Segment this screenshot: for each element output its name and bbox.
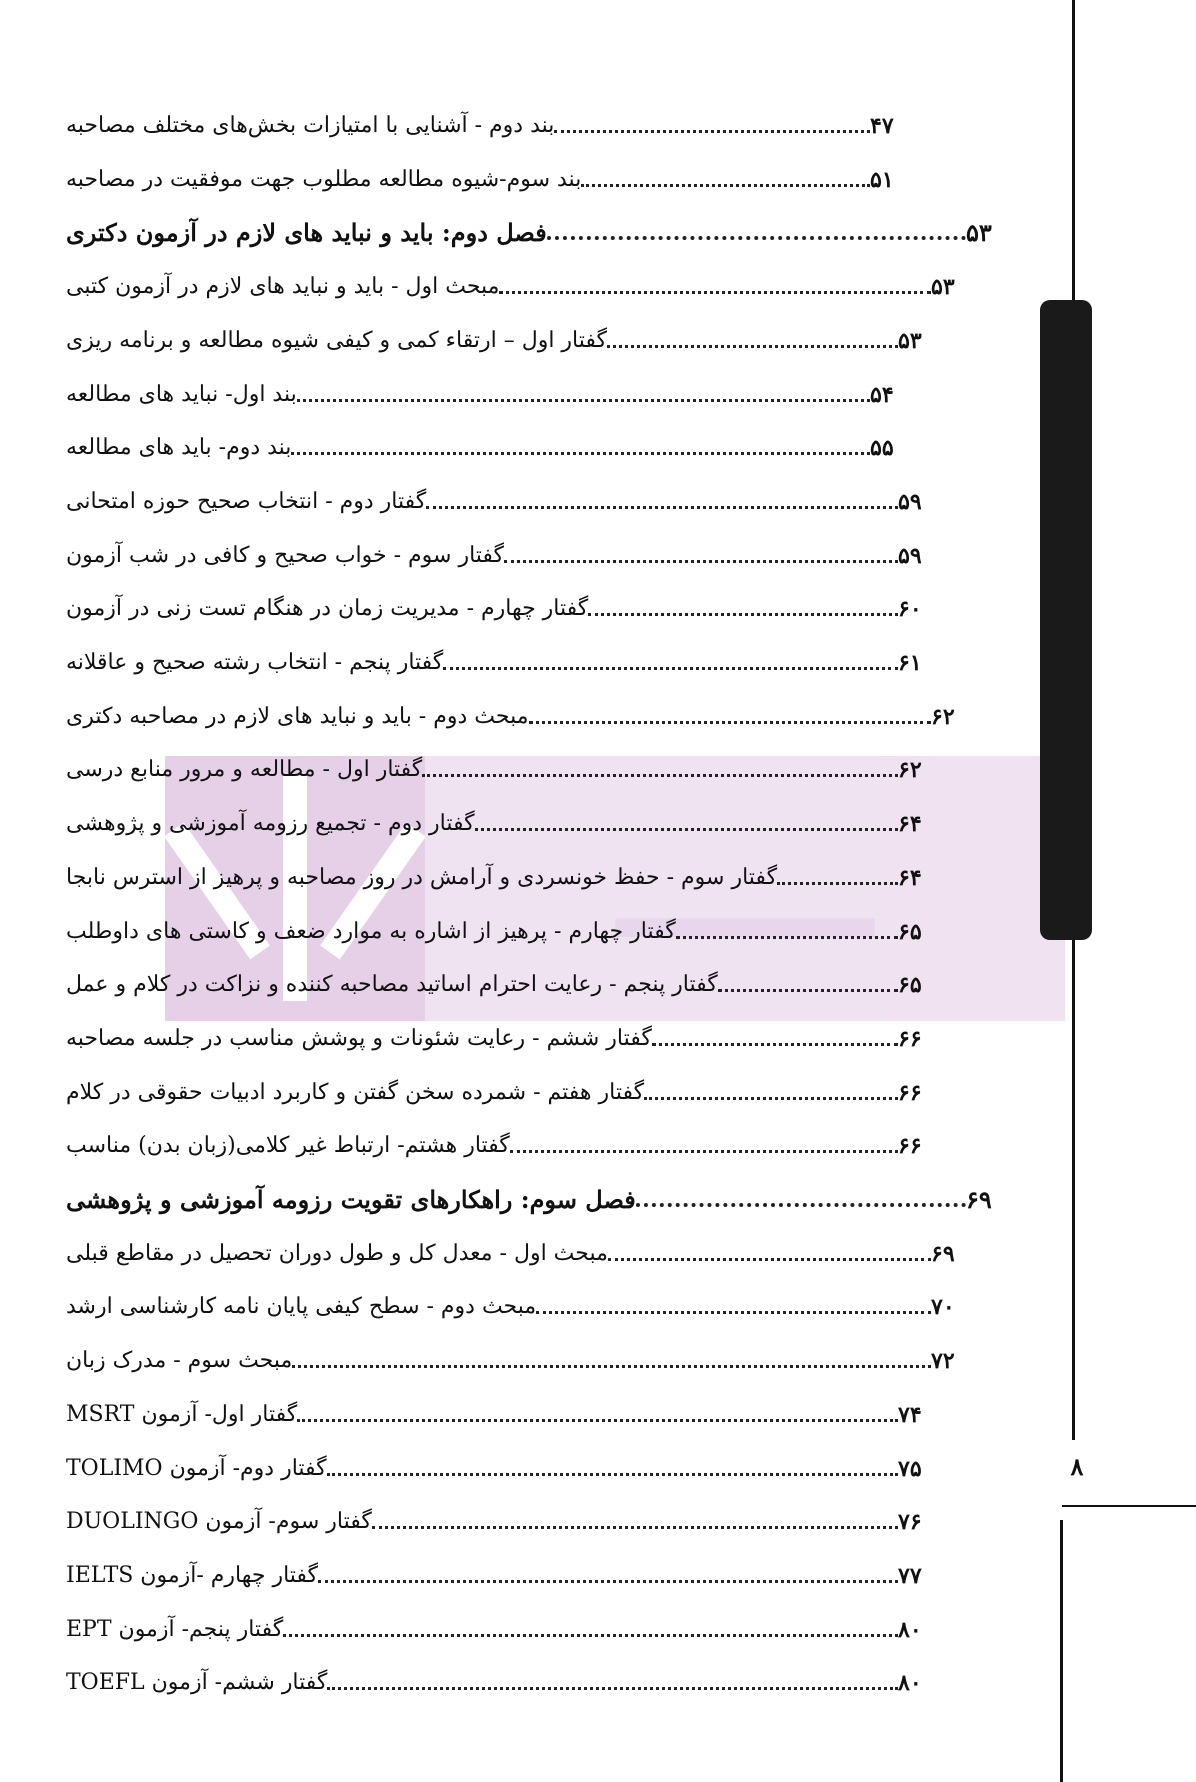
page-number: ۸ <box>1070 1452 1084 1481</box>
toc-dot-leader <box>536 1311 931 1314</box>
toc-entry-title: گفتار اول- آزمون MSRT <box>66 1401 298 1427</box>
toc-entry-page: ۶۱ <box>898 650 922 676</box>
toc-dot-leader <box>292 1365 931 1368</box>
toc-dot-leader <box>652 1043 898 1046</box>
toc-entry-title: مبحث اول - معدل کل و طول دوران تحصیل در مقاطع قبلی <box>66 1240 608 1266</box>
toc-dot-leader <box>510 1150 898 1153</box>
toc-dot-leader <box>372 1526 898 1529</box>
toc-entry-page: ۶۶ <box>898 1025 922 1052</box>
toc-entry <box>60 1552 940 1592</box>
toc-entry-page: ۵۴ <box>870 381 894 408</box>
toc-entry <box>60 854 940 894</box>
toc-entry-title: بند دوم - آشنایی با امتیازات بخش‌های مختلف مصاحبه <box>66 113 555 138</box>
toc-entry-page: ۷۰ <box>931 1294 955 1321</box>
toc-entry-title: گفتار دوم- آزمون TOLIMO <box>66 1455 327 1481</box>
toc-entry-page: ۵۳ <box>898 327 922 354</box>
toc-entry <box>60 371 912 411</box>
toc-dot-leader <box>581 184 870 187</box>
toc-dot-leader <box>676 936 898 939</box>
toc-entry-page: ۶۹ <box>966 1185 992 1214</box>
toc-entry-title: گفتار سوم - خواب صحیح و کافی در شب آزمون <box>66 542 505 568</box>
toc-dot-leader <box>529 721 932 724</box>
toc-entry-page: ۸۰ <box>898 1670 922 1697</box>
toc-entry-page: ۶۹ <box>931 1240 955 1267</box>
toc-entry-title: گفتار دوم - تجمیع رزومه آموزشی و پژوهشی <box>66 811 475 837</box>
toc-dot-leader <box>499 291 931 294</box>
toc-dot-leader <box>291 452 870 455</box>
toc-entry <box>60 1122 940 1162</box>
toc-entry-page: ۴۷ <box>870 113 894 139</box>
toc-entry <box>60 1069 940 1109</box>
toc-entry <box>60 478 940 518</box>
toc-chapter-entry <box>60 1176 1008 1216</box>
toc-dot-leader <box>327 1473 898 1476</box>
toc-entry-title: فصل سوم: راهکارهای تقویت رزومه آموزشی و پژوهشی <box>66 1185 636 1214</box>
toc-dot-leader <box>644 1097 898 1100</box>
toc-entry-page: ۷۷ <box>898 1562 922 1589</box>
toc-entry <box>60 639 940 679</box>
toc-dot-leader <box>283 1634 898 1637</box>
toc-entry-title: مبحث دوم - باید و نباید های لازم در مصاحبه دکتری <box>66 703 529 729</box>
toc-entry-title: بند دوم- باید های مطالعه <box>66 435 292 461</box>
toc-dot-leader <box>718 989 898 992</box>
toc-entry-title: مبحث اول - باید و نباید های لازم در آزمون کتبی <box>66 274 500 300</box>
toc-entry <box>60 424 912 464</box>
toc-entry-page: ۵۳ <box>931 274 955 301</box>
toc-entry <box>60 961 940 1001</box>
toc-entry <box>60 1337 973 1377</box>
toc-entry <box>60 585 940 625</box>
toc-entry <box>60 908 940 948</box>
toc-entry-page: ۶۴ <box>898 864 922 891</box>
toc-entry-title: گفتار چهارم -آزمون IELTS <box>66 1562 319 1588</box>
toc-dot-leader <box>318 1580 898 1583</box>
toc-dot-leader <box>547 236 966 240</box>
toc-entry-title: گفتار اول – ارتقاء کمی و کیفی شیوه مطالعه و برنامه ریزی <box>66 327 607 353</box>
toc-entry <box>60 156 912 196</box>
toc-entry-page: ۵۱ <box>870 166 894 193</box>
toc-entry-title: مبحث سوم - مدرک زبان <box>66 1348 293 1374</box>
toc-entry <box>60 1230 973 1270</box>
toc-dot-leader <box>426 506 898 509</box>
toc-entry-page: ۵۹ <box>898 488 922 515</box>
toc-entry-page: ۶۲ <box>898 757 922 784</box>
toc-entry-page: ۵۹ <box>898 542 922 569</box>
toc-entry <box>60 317 940 357</box>
toc-entry <box>60 1391 940 1431</box>
toc-dot-leader <box>327 1687 898 1690</box>
toc-entry <box>60 1283 973 1323</box>
toc-entry <box>60 746 940 786</box>
toc-entry <box>60 263 973 303</box>
toc-dot-leader <box>608 1258 931 1261</box>
toc-entry-page: ۶۰ <box>898 596 922 623</box>
toc-dot-leader <box>297 1419 898 1422</box>
toc-entry-title: مبحث دوم - سطح کیفی پایان نامه کارشناسی ارشد <box>66 1294 537 1320</box>
toc-entry-title: بند اول- نباید های مطالعه <box>66 381 297 407</box>
toc-entry-page: ۷۴ <box>898 1401 922 1428</box>
toc-entry-page: ۵۵ <box>870 435 894 462</box>
toc-entry-title: گفتار پنجم - انتخاب رشته صحیح و عاقلانه <box>66 650 444 675</box>
toc-entry <box>60 1498 940 1538</box>
toc-entry-title: گفتار چهارم - پرهیز از اشاره به موارد ضعف و کاستی های داوطلب <box>66 918 676 944</box>
toc-entry-title: گفتار هفتم - شمرده سخن گفتن و کاربرد ادبیات حقوقی در کلام <box>66 1079 645 1105</box>
toc-entry <box>60 532 940 572</box>
toc-entry <box>60 1015 940 1055</box>
toc-entry-page: ۶۴ <box>898 811 922 838</box>
toc-entry <box>60 1659 940 1699</box>
toc-entry <box>60 1606 940 1646</box>
toc-entry-page: ۷۵ <box>898 1455 922 1482</box>
toc-entry <box>60 800 940 840</box>
toc-dot-leader <box>443 667 898 670</box>
toc-entry-page: ۶۶ <box>898 1079 922 1106</box>
toc-entry-title: فصل دوم: باید و نباید های لازم در آزمون دکتری <box>66 218 547 248</box>
toc-entry-page: ۶۵ <box>898 918 922 945</box>
toc-entry-page: ۶۵ <box>898 972 922 999</box>
toc-entry <box>60 102 912 142</box>
toc-entry <box>60 1445 940 1485</box>
toc-entry <box>60 693 973 733</box>
toc-entry-title: گفتار دوم - انتخاب صحیح حوزه امتحانی <box>66 488 427 514</box>
toc-entry-page: ۷۶ <box>898 1509 922 1536</box>
toc-dot-leader <box>588 613 898 616</box>
toc-dot-leader <box>554 130 870 133</box>
toc-entry-title: گفتار اول - مطالعه و مرور منابع درسی <box>66 757 423 783</box>
toc-dot-leader <box>607 345 898 348</box>
toc-dot-leader <box>504 560 898 563</box>
toc-dot-leader <box>475 828 898 831</box>
toc-entry-title: گفتار پنجم- آزمون EPT <box>66 1616 284 1642</box>
toc-chapter-entry <box>60 209 1008 249</box>
toc-entry-page: ۷۲ <box>931 1348 955 1375</box>
toc-entry-title: گفتار پنجم - رعایت احترام اساتید مصاحبه کننده و نزاکت در کلام و عمل <box>66 972 718 998</box>
toc-entry-title: گفتار سوم- آزمون DUOLINGO <box>66 1509 372 1535</box>
toc-entry-title: گفتار ششم - رعایت شئونات و پوشش مناسب در جلسه مصاحبه <box>66 1025 652 1051</box>
toc-entry-title: گفتار ششم- آزمون TOEFL <box>66 1670 328 1696</box>
toc-entry-title: گفتار چهارم - مدیریت زمان در هنگام تست زنی در آزمون <box>66 596 589 622</box>
toc-dot-leader <box>422 774 898 777</box>
toc-entry-page: ۶۶ <box>898 1133 922 1160</box>
toc-entry-page: ۵۳ <box>966 218 992 248</box>
toc-entry-title: گفتار هشتم- ارتباط غیر کلامی(زبان بدن) مناسب <box>66 1133 510 1159</box>
toc-entry-page: ۸۰ <box>898 1616 922 1643</box>
toc-dot-leader <box>636 1203 966 1207</box>
toc-dot-leader <box>777 882 898 885</box>
toc-entry-title: گفتار سوم - حفظ خونسردی و آرامش در روز مصاحبه و پرهیز از استرس نابجا <box>66 864 778 890</box>
toc-dot-leader <box>297 399 870 402</box>
toc-entry-page: ۶۲ <box>931 703 955 730</box>
watermark-wordmark: ـــــ <box>616 799 874 973</box>
toc-entry-title: بند سوم-شیوه مطالعه مطلوب جهت موفقیت در مصاحبه <box>66 166 582 192</box>
